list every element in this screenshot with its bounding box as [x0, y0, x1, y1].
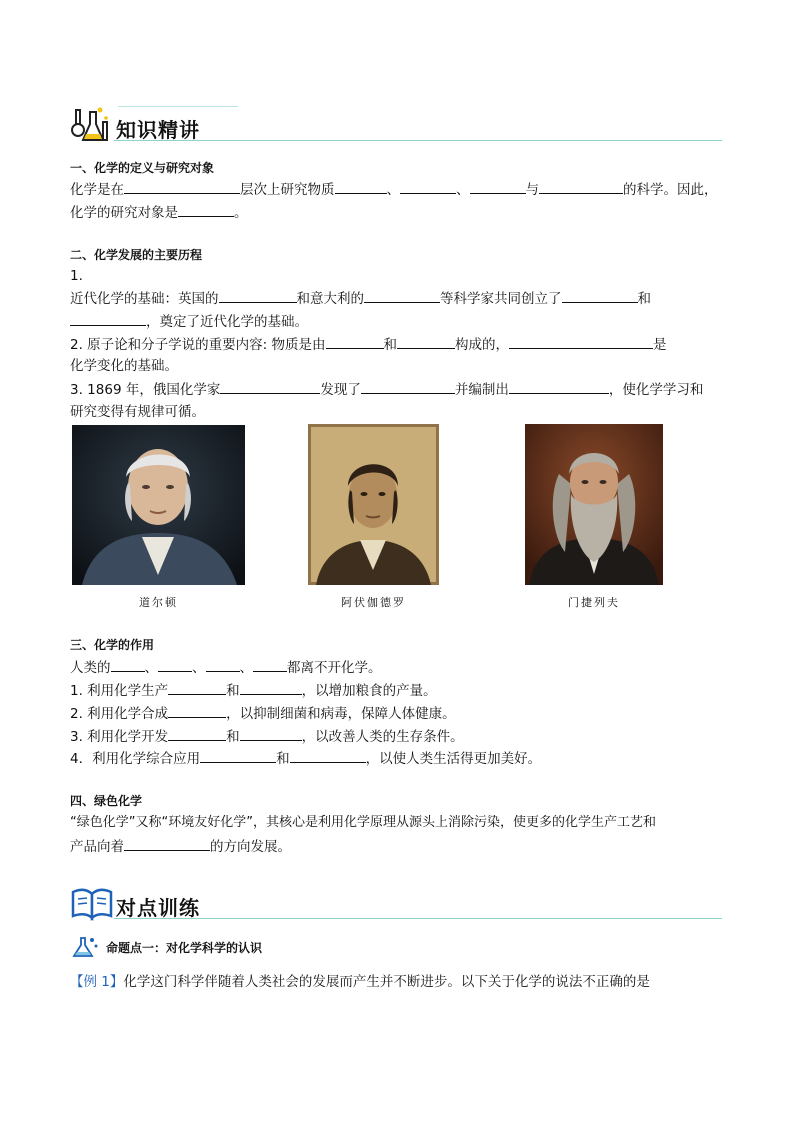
- answer-blank[interactable]: [168, 702, 226, 718]
- answer-blank[interactable]: [364, 287, 440, 303]
- text-line: 1.: [70, 268, 83, 284]
- section-header-practice: [70, 882, 722, 926]
- open-book-icon: [70, 882, 114, 924]
- answer-blank[interactable]: [220, 378, 320, 394]
- portrait-caption: 门捷列夫: [568, 596, 620, 609]
- header-underline: [114, 140, 722, 141]
- answer-blank[interactable]: [290, 747, 366, 763]
- heading-history: 二、化学发展的主要历程: [70, 248, 203, 262]
- section-title: 对点训练: [116, 896, 200, 920]
- portrait-caption: 阿伏伽德罗: [341, 596, 406, 609]
- answer-blank[interactable]: [124, 835, 210, 851]
- answer-blank[interactable]: [206, 656, 240, 672]
- portrait-caption: 道尔顿: [139, 596, 178, 609]
- portrait-mendeleev: [525, 424, 663, 585]
- answer-blank[interactable]: [70, 310, 146, 326]
- heading-definition: 一、化学的定义与研究对象: [70, 161, 215, 175]
- mendeleev-portrait-image: [525, 424, 663, 585]
- text-line: 3. 1869 年，俄国化学家 发现了 并编制出 ，使化学学习和: [70, 378, 726, 401]
- answer-blank[interactable]: [111, 656, 145, 672]
- proposition-point: [70, 934, 470, 960]
- answer-blank[interactable]: [158, 656, 192, 672]
- example-question: [70, 971, 650, 993]
- avogadro-portrait-image: [308, 424, 439, 585]
- answer-blank[interactable]: [168, 725, 226, 741]
- answer-blank[interactable]: [240, 725, 302, 741]
- answer-blank[interactable]: [539, 178, 623, 194]
- answer-blank[interactable]: [397, 333, 455, 349]
- answer-blank[interactable]: [178, 201, 234, 217]
- answer-blank[interactable]: [219, 287, 297, 303]
- answer-blank[interactable]: [400, 178, 456, 194]
- answer-blank[interactable]: [335, 178, 387, 194]
- text-line: 产品向着 的方向发展。: [70, 835, 726, 858]
- portrait-dalton: [72, 425, 245, 585]
- text-line: 化学的研究对象是 。: [70, 201, 726, 224]
- proposition-label: 命题点一：对化学科学的认识: [106, 941, 263, 955]
- text-line: 化学变化的基础。: [70, 358, 178, 374]
- text-line: 4．利用化学综合应用 和 ，以使人类生活得更加美好。: [70, 747, 726, 770]
- answer-blank[interactable]: [509, 378, 609, 394]
- answer-blank[interactable]: [168, 679, 226, 695]
- answer-blank[interactable]: [124, 178, 240, 194]
- text-line: 化学是在 层次上研究物质 、 、 与 的科学。因此，: [70, 178, 726, 201]
- answer-blank[interactable]: [361, 378, 455, 394]
- flask-sparkle-icon: [70, 934, 100, 960]
- answer-blank[interactable]: [509, 333, 653, 349]
- dalton-portrait-image: [72, 425, 245, 585]
- chemistry-flask-icon: [70, 104, 114, 146]
- text-line: “绿色化学”又称“环境友好化学”，其核心是利用化学原理从源头上消除污染，使更多的化学生产工艺和: [70, 815, 656, 830]
- text-line: ，奠定了近代化学的基础。: [70, 310, 726, 333]
- text-line: 近代化学的基础：英国的 和意大利的 等科学家共同创立了 和: [70, 287, 726, 310]
- answer-blank[interactable]: [470, 178, 526, 194]
- answer-blank[interactable]: [326, 333, 384, 349]
- text-line: 研究变得有规律可循。: [70, 404, 205, 420]
- example-text: 化学这门科学伴随着人类社会的发展而产生并不断进步。以下关于化学的说法不正确的是: [123, 974, 650, 990]
- portrait-avogadro: [308, 424, 439, 585]
- header-underline: [114, 918, 722, 919]
- example-tag: 【例 1】: [70, 974, 124, 990]
- answer-blank[interactable]: [253, 656, 287, 672]
- header-accent-line: [118, 106, 238, 107]
- text-line: 2. 原子论和分子学说的重要内容: 物质是由 和 构成的， 是: [70, 333, 726, 356]
- answer-blank[interactable]: [240, 679, 302, 695]
- section-title: 知识精讲: [116, 118, 200, 142]
- text-line: 1. 利用化学生产 和 ，以增加粮食的产量。: [70, 679, 726, 702]
- heading-green-chemistry: 四、绿色化学: [70, 794, 143, 808]
- section-header-knowledge: [70, 104, 722, 148]
- answer-blank[interactable]: [562, 287, 638, 303]
- answer-blank[interactable]: [200, 747, 276, 763]
- text-line: 人类的 、 、 、 都离不开化学。: [70, 656, 726, 679]
- text-line: 2. 利用化学合成 ，以抑制细菌和病毒，保障人体健康。: [70, 702, 726, 725]
- heading-role: 三、化学的作用: [70, 638, 155, 652]
- text-line: 3. 利用化学开发 和 ，以改善人类的生存条件。: [70, 725, 726, 748]
